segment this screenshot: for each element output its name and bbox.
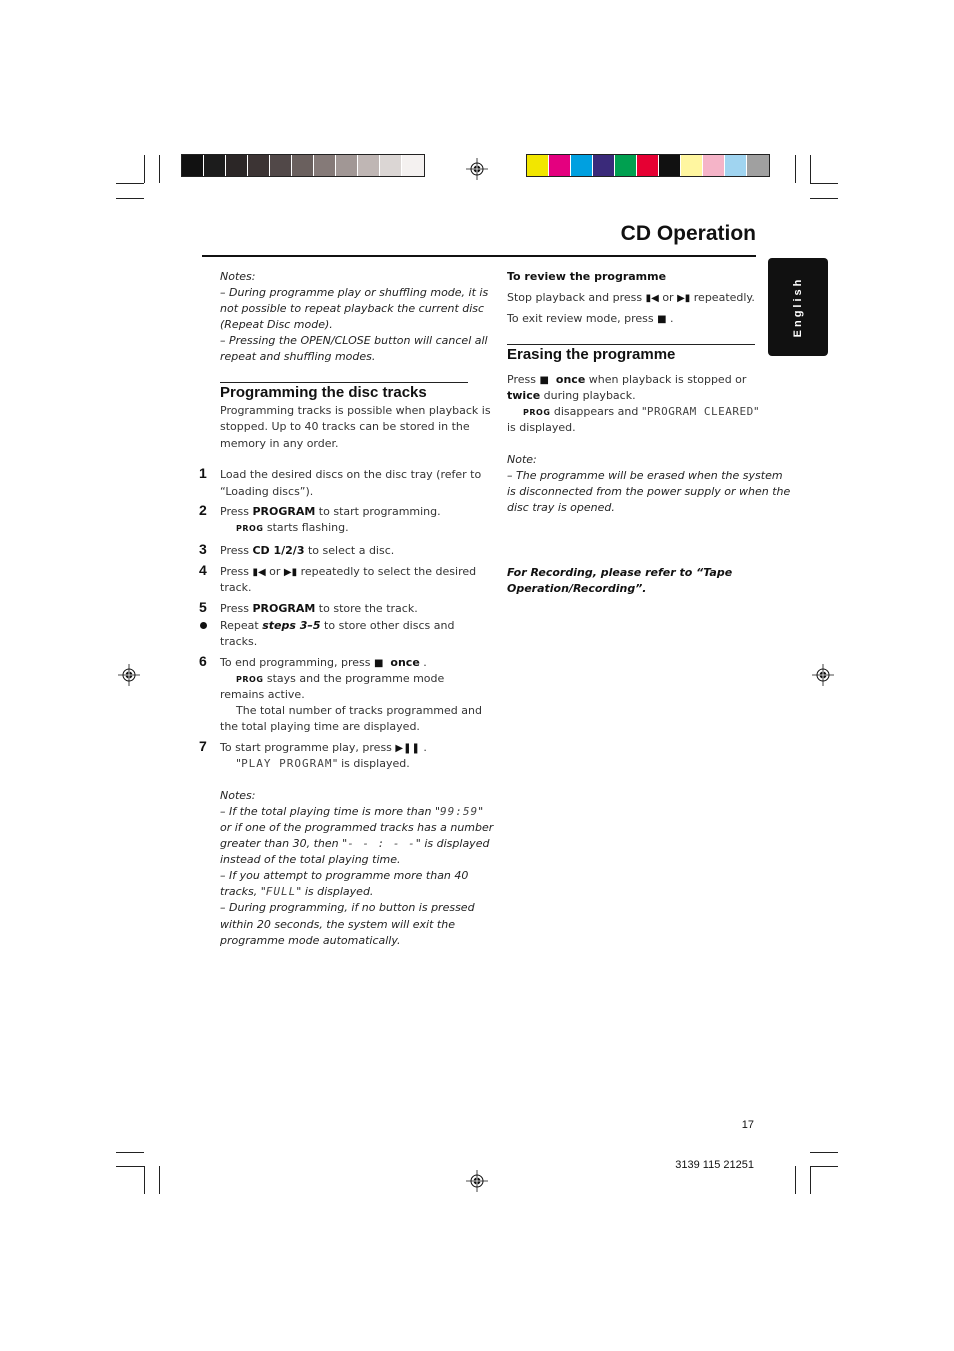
color-swatch [358,155,380,176]
note-line: or if one of the programmed tracks has a number [220,821,494,834]
notes-label: Notes: [220,789,256,802]
section-rule [507,344,755,345]
note-line: (Repeat Disc mode). [220,318,333,331]
prog-indicator: PROG [523,408,551,417]
color-calibration-bar [526,154,770,177]
step-subtext: PROG starts flashing. [236,521,349,534]
note-line: not possible to repeat playback the current disc [220,302,485,315]
notes-label: Notes: [220,270,256,283]
lcd-text: - - : - - [347,837,416,850]
bullet-text: Repeat steps 3–5 to store other discs and [220,619,455,632]
step-text: Press CD 1/2/3 to select a disc. [220,544,395,557]
registration-mark-icon [118,664,140,686]
section-title: Programming the disc tracks [220,384,427,401]
color-swatch [270,155,292,176]
program-key: PROGRAM [252,505,316,518]
step-number: 4 [199,562,207,578]
color-swatch [292,155,314,176]
note-line: within 20 seconds, the system will exit the [220,918,455,931]
section-rule [220,382,468,383]
note-line: – Pressing the OPEN/CLOSE button will cancel all [220,334,488,347]
erase-text: PROG disappears and "PROGRAM CLEARED" [523,405,759,418]
color-swatch [204,155,226,176]
color-swatch [725,155,747,176]
color-swatch [248,155,270,176]
step-subtext: The total number of tracks programmed and [236,704,482,717]
note-line: – If you attempt to programme more than 40 [220,869,469,882]
page-title: CD Operation [620,222,756,245]
color-swatch [336,155,358,176]
previous-track-icon: ▮◀ [252,567,266,578]
language-tab-label: English [792,276,804,338]
prog-indicator: PROG [236,524,264,533]
recording-reference: For Recording, please refer to “Tape [507,566,733,579]
erase-text: is displayed. [507,421,576,434]
step-text: Press ▮◀ or ▶▮ repeatedly to select the desired [220,565,477,578]
color-swatch [615,155,637,176]
stop-icon: ■ [539,375,549,386]
registration-mark-icon [466,158,488,180]
color-swatch [571,155,593,176]
language-tab [768,258,828,356]
step-text: To end programming, press ■ once . [220,656,427,669]
color-swatch [637,155,659,176]
step-text: “Loading discs”). [220,485,314,498]
note-line: – During programme play or shuffling mode, it is [220,286,489,299]
note-line: programme mode automatically. [220,934,401,947]
document-code: 3139 115 21251 [675,1159,754,1171]
lcd-text: PROGRAM CLEARED [646,405,754,418]
recording-reference: Operation/Recording”. [507,582,647,595]
note-line: repeat and shuffling modes. [220,350,376,363]
step-text: To start programme play, press ▶❚❚ . [220,741,427,754]
note-line: – If the total playing time is more than "99:59" [220,805,484,818]
lcd-text: PLAY PROGRAM [241,757,333,770]
note-line: tracks, "FULL" is displayed. [220,885,374,898]
program-key: PROGRAM [252,602,316,615]
grayscale-calibration-bar [181,154,425,177]
registration-mark-icon [466,1170,488,1192]
page-number: 17 [741,1119,754,1131]
step-text: track. [220,581,252,594]
color-swatch [747,155,769,176]
step-text: Load the desired discs on the disc tray (refer to [220,468,482,481]
color-swatch [681,155,703,176]
step-number: 3 [199,541,207,557]
color-swatch [549,155,571,176]
next-track-icon: ▶▮ [677,293,691,304]
step-number: 6 [199,653,207,669]
title-rule [202,255,756,257]
lcd-text: FULL [265,885,297,898]
review-text: Stop playback and press ▮◀ or ▶▮ repeatedly. [507,291,755,304]
review-title: To review the programme [507,270,667,283]
color-swatch [314,155,336,176]
step-number: 7 [199,738,207,754]
erase-text: twice during playback. [507,389,636,402]
stop-icon: ■ [373,658,384,669]
color-swatch [226,155,248,176]
stop-icon: ■ [657,314,667,325]
cd-key: CD 1/2/3 [252,544,305,557]
note-line: instead of the total playing time. [220,853,401,866]
color-swatch [593,155,615,176]
color-swatch [402,155,424,176]
intro-line: Programming tracks is possible when playback is [220,404,491,417]
step-subtext: remains active. [220,688,305,701]
step-subtext: "PLAY PROGRAM" is displayed. [236,757,410,770]
note-line: is disconnected from the power supply or when the [507,485,791,498]
intro-line: memory in any order. [220,437,339,450]
color-swatch [703,155,725,176]
note-label: Note: [507,453,537,466]
bullet-text: tracks. [220,635,258,648]
step-number: 1 [199,465,207,481]
note-line: – During programming, if no button is pressed [220,901,475,914]
review-text: To exit review mode, press ■ . [507,312,674,325]
color-swatch [527,155,549,176]
step-number: 5 [199,599,207,615]
step-subtext: the total playing time are displayed. [220,720,420,733]
bullet-icon [200,622,207,629]
step-text: Press PROGRAM to store the track. [220,602,418,615]
intro-line: stopped. Up to 40 tracks can be stored in the [220,420,470,433]
erase-text: Press ■ once when playback is stopped or [507,373,747,386]
note-line: disc tray is opened. [507,501,615,514]
note-line: – The programme will be erased when the system [507,469,783,482]
color-swatch [659,155,681,176]
erase-title: Erasing the programme [507,346,676,363]
registration-mark-icon [812,664,834,686]
previous-track-icon: ▮◀ [645,293,659,304]
play-pause-icon: ▶❚❚ [395,743,420,754]
prog-indicator: PROG [236,675,264,684]
step-subtext: PROG stays and the programme mode [236,672,445,685]
step-text: Press PROGRAM to start programming. [220,505,441,518]
color-swatch [380,155,402,176]
lcd-text: 99:59 [440,805,479,818]
next-track-icon: ▶▮ [283,567,298,578]
note-line: greater than 30, then "- - : - -" is displayed [220,837,490,850]
step-number: 2 [199,502,207,518]
color-swatch [182,155,204,176]
